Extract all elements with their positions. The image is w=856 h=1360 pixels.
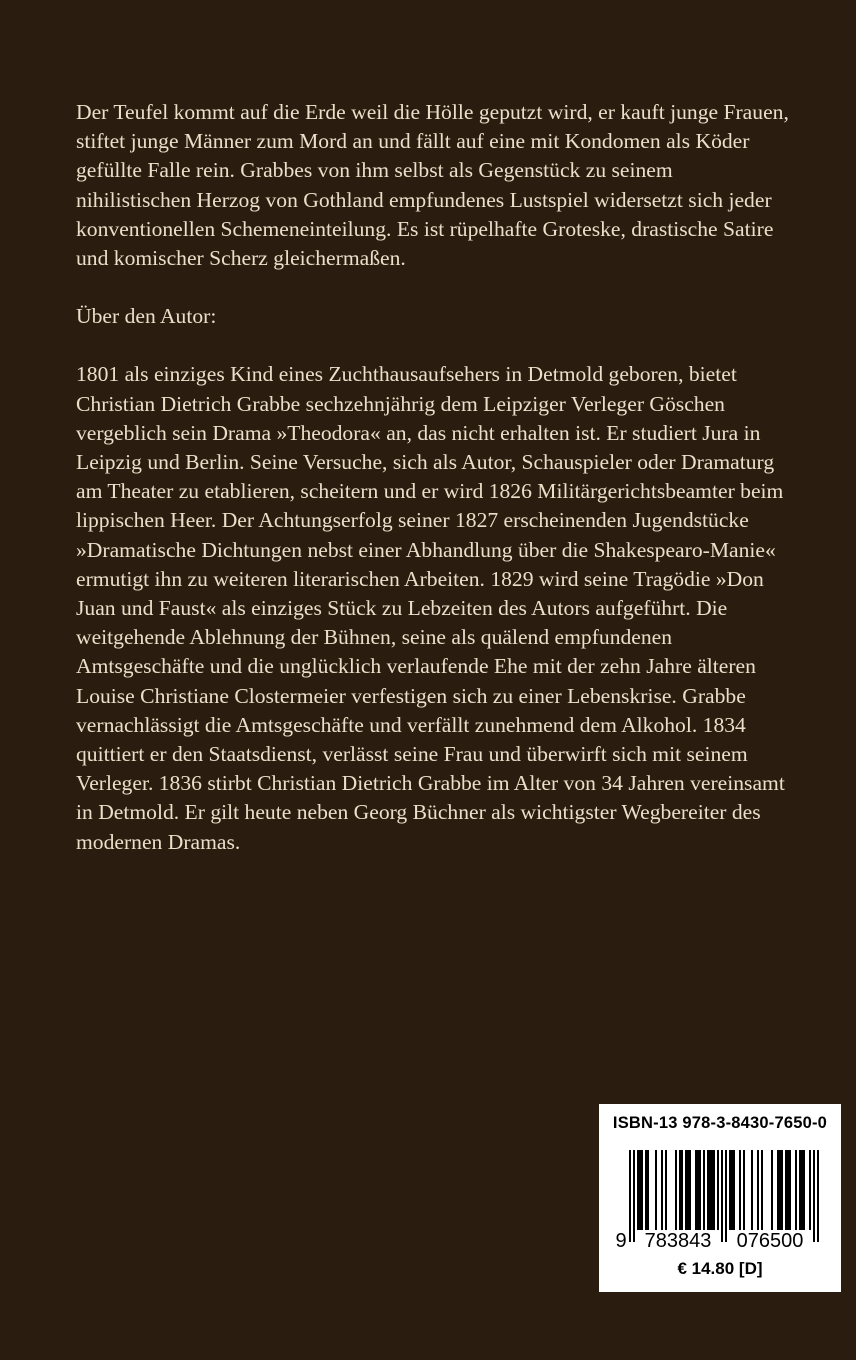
barcode-bar [707,1150,709,1230]
barcode-bar [817,1150,819,1242]
barcode-bar [757,1150,759,1230]
barcode-bar [777,1150,779,1230]
back-cover-text [76,98,792,857]
barcode-bar [685,1150,687,1230]
barcode-bar [729,1150,731,1230]
author-biography: 1801 als einziges Kind eines Zuchthausaufsehers in Detmold geboren, bietet Christian Dietrich Grabbe sechzehnjährig dem Leipziger Verleger Göschen vergeblich sein Drama »Theodora« an, das nicht erhalten ist. Er studiert Jura in Leipzig und Berlin. Seine Versuche, sich als Autor, Schauspieler oder Dramaturg am Theater zu etablieren, scheitern und er wird 1826 Militärgerichtsbeamter beim lippischen Heer. Der Achtungserfolg seiner 1827 erscheinenden Jugendstücke »Dramatische Dichtungen nebst einer Abhandlung über die Shakespearo-Manie« ermutigt ihn zu weiteren literarischen Arbeiten. 1829 wird seine Tragödie »Don Juan und Faust« als einziges Stück zu Lebzeiten des Autors aufgeführt. Die weitgehende Ablehnung der Bühnen, seine als quälend empfundenen Amtsgeschäfte und die unglücklich verlaufende Ehe mit der zehn Jahre älteren Louise Christiane Clostermeier verfestigen sich zu einer Lebenskrise. Grabbe vernachlässigt die Amtsgeschäfte und verfällt zunehmend dem Alkohol. 1834 quittiert er den Staatsdienst, verlässt seine Frau und überwirft sich mit seinem Verleger. 1836 stirbt Christian Dietrich Grabbe im Alter von 34 Jahren vereinsamt in Detmold. Er gilt heute neben Georg Büchner als wichtigster Wegbereiter des modernen Dramas. [76,362,785,854]
barcode-bar [633,1150,635,1242]
barcode-bar [795,1150,797,1230]
barcode-bar [771,1150,773,1230]
barcode-bar [639,1150,641,1230]
barcode-bar [665,1150,667,1230]
barcode-bar [661,1150,663,1230]
barcode-bar [711,1150,713,1230]
barcode-bar [637,1150,639,1230]
barcode-bar [709,1150,711,1230]
barcode-bar [645,1150,647,1230]
barcode-bar [687,1150,689,1230]
barcode-bar [703,1150,705,1230]
barcode-bar [725,1150,727,1242]
barcode-bar [679,1150,681,1230]
barcode-bar [787,1150,789,1230]
barcode-bar [717,1150,719,1230]
barcode-bar [697,1150,699,1230]
price-label: € 14.80 [D] [677,1259,763,1278]
barcode-bar [733,1150,735,1230]
book-blurb: Der Teufel kommt auf die Erde weil die Hölle geputzt wird, er kauft junge Frauen, stiftet junge Männer zum Mord an und fällt auf eine mit Kondomen als Köder gefüllte Falle rein. Grabbes von ihm selbst als Gegenstück zu seinem nihilistischen Herzog von Gothland empfundenes Lustspiel widersetzt sich jeder konventionellen Schemeneinteilung. Es ist rüpelhafte Groteske, drastische Satire und komischer Scherz gleichermaßen. [76,100,789,271]
barcode-bar [681,1150,683,1230]
author-heading: Über den Autor: [76,304,217,329]
isbn-barcode-block [599,1104,841,1292]
barcode-bar [801,1150,803,1230]
barcode-bar [785,1150,787,1230]
isbn-label: ISBN-13 978-3-8430-7650-0 [612,1114,828,1132]
barcode-bar [809,1150,811,1230]
barcode-digits: 076500 [736,1230,804,1252]
barcode-bar [689,1150,691,1230]
barcode-bar [629,1150,631,1242]
barcode-bar [739,1150,741,1230]
barcode-bar [813,1150,815,1242]
barcode-bar [731,1150,733,1230]
barcode-bar [713,1150,715,1230]
barcode-bar [803,1150,805,1230]
barcode-bar [789,1150,791,1230]
barcode-bar [641,1150,643,1230]
barcode-bar [779,1150,781,1230]
barcode-bar [743,1150,745,1230]
ean13-barcode [617,1150,837,1250]
barcode-bar [799,1150,801,1230]
barcode-bar [675,1150,677,1230]
barcode-bar [695,1150,697,1230]
barcode-bar [761,1150,763,1230]
barcode-bar [751,1150,753,1230]
barcode-bar [699,1150,701,1230]
barcode-digits: 783843 [644,1230,712,1252]
barcode-digits: 9 [615,1230,627,1252]
barcode-bar [647,1150,649,1230]
barcode-bar [721,1150,723,1242]
barcode-bar [655,1150,657,1230]
barcode-bar [781,1150,783,1230]
